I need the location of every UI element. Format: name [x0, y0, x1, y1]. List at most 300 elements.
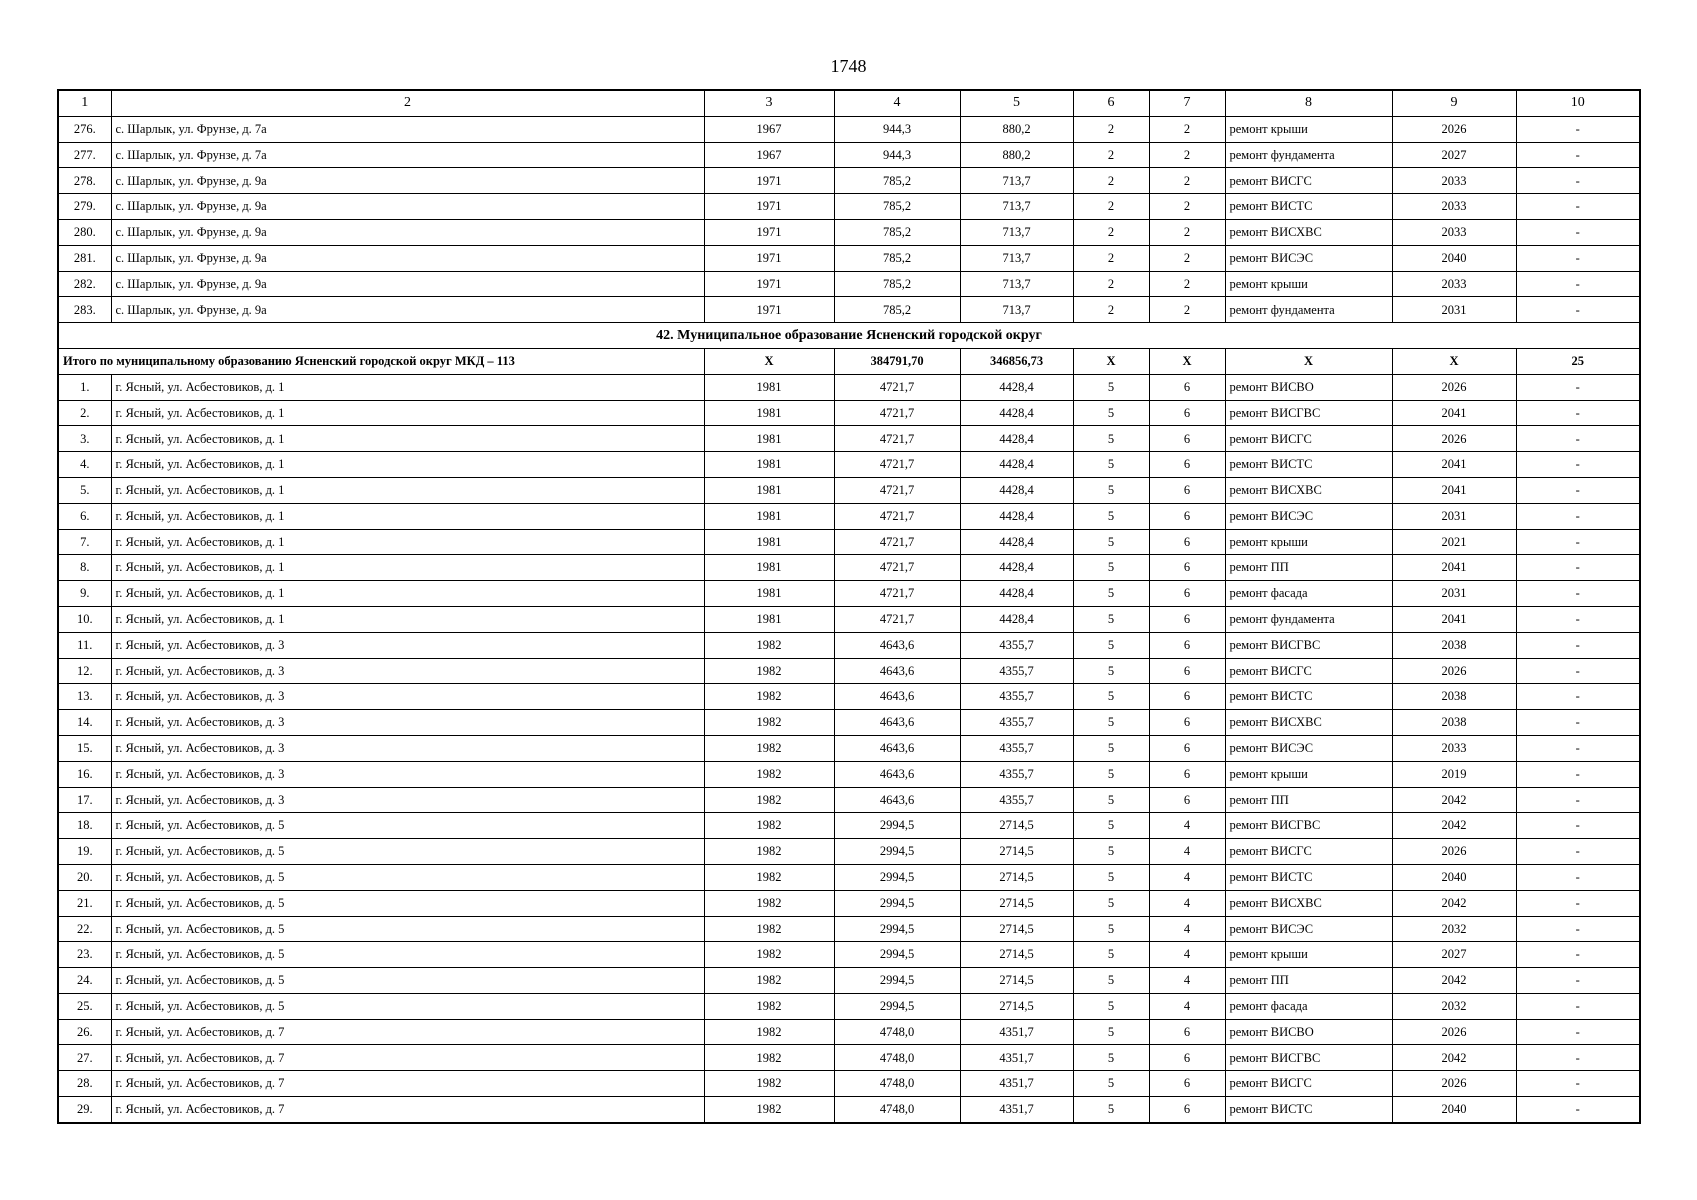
row-number: 1.	[58, 374, 111, 400]
note-cell: -	[1516, 813, 1640, 839]
row-number: 14.	[58, 710, 111, 736]
planned-year-cell: 2038	[1392, 710, 1516, 736]
note-cell: -	[1516, 761, 1640, 787]
table-row	[58, 503, 1640, 529]
note-cell: -	[1516, 168, 1640, 194]
floors-cell: 5	[1073, 839, 1149, 865]
living-area-cell: 4355,7	[960, 684, 1073, 710]
address-cell: г. Ясный, ул. Асбестовиков, д. 1	[111, 606, 704, 632]
planned-year-cell: 2031	[1392, 297, 1516, 323]
entrances-cell: 2	[1149, 297, 1225, 323]
table-row	[58, 555, 1640, 581]
note-cell: -	[1516, 503, 1640, 529]
floors-cell: 2	[1073, 168, 1149, 194]
living-area-cell: 4428,4	[960, 374, 1073, 400]
row-number: 17.	[58, 787, 111, 813]
floors-cell: 5	[1073, 761, 1149, 787]
floors-cell: 2	[1073, 297, 1149, 323]
year-built-cell: 1982	[704, 1097, 834, 1123]
total-area-cell: 4643,6	[834, 787, 960, 813]
note-cell: -	[1516, 400, 1640, 426]
work-type-cell: ремонт ВИСГВС	[1225, 813, 1392, 839]
year-built-cell: 1981	[704, 452, 834, 478]
entrances-cell: 4	[1149, 942, 1225, 968]
floors-cell: 5	[1073, 400, 1149, 426]
planned-year-cell: 2026	[1392, 658, 1516, 684]
living-area-cell: 713,7	[960, 297, 1073, 323]
column-number: 5	[960, 90, 1073, 116]
address-cell: г. Ясный, ул. Асбестовиков, д. 5	[111, 890, 704, 916]
floors-cell: 5	[1073, 452, 1149, 478]
table-row	[58, 1045, 1640, 1071]
row-number: 276.	[58, 116, 111, 142]
address-cell: с. Шарлык, ул. Фрунзе, д. 9а	[111, 219, 704, 245]
total-area-cell: 4721,7	[834, 503, 960, 529]
living-area-cell: 4355,7	[960, 761, 1073, 787]
row-number: 6.	[58, 503, 111, 529]
planned-year-cell: 2026	[1392, 426, 1516, 452]
note-cell: -	[1516, 993, 1640, 1019]
floors-cell: 2	[1073, 219, 1149, 245]
floors-cell: 5	[1073, 684, 1149, 710]
living-area-cell: 4355,7	[960, 710, 1073, 736]
address-cell: г. Ясный, ул. Асбестовиков, д. 3	[111, 735, 704, 761]
entrances-cell: 2	[1149, 245, 1225, 271]
address-cell: г. Ясный, ул. Асбестовиков, д. 3	[111, 787, 704, 813]
planned-year-cell: 2042	[1392, 890, 1516, 916]
total-value-cell: Х	[704, 348, 834, 374]
entrances-cell: 4	[1149, 839, 1225, 865]
total-area-cell: 2994,5	[834, 942, 960, 968]
work-type-cell: ремонт фундамента	[1225, 142, 1392, 168]
work-type-cell: ремонт ВИСХВС	[1225, 219, 1392, 245]
floors-cell: 5	[1073, 1097, 1149, 1123]
living-area-cell: 4351,7	[960, 1045, 1073, 1071]
living-area-cell: 4428,4	[960, 503, 1073, 529]
living-area-cell: 4428,4	[960, 606, 1073, 632]
entrances-cell: 2	[1149, 219, 1225, 245]
table-row	[58, 993, 1640, 1019]
year-built-cell: 1971	[704, 219, 834, 245]
work-type-cell: ремонт ВИСГС	[1225, 658, 1392, 684]
living-area-cell: 4351,7	[960, 1097, 1073, 1123]
year-built-cell: 1967	[704, 116, 834, 142]
living-area-cell: 4428,4	[960, 581, 1073, 607]
entrances-cell: 6	[1149, 684, 1225, 710]
column-number: 9	[1392, 90, 1516, 116]
address-cell: г. Ясный, ул. Асбестовиков, д. 1	[111, 503, 704, 529]
address-cell: с. Шарлык, ул. Фрунзе, д. 7а	[111, 116, 704, 142]
row-number: 11.	[58, 632, 111, 658]
work-type-cell: ремонт ВИСГВС	[1225, 632, 1392, 658]
floors-cell: 5	[1073, 426, 1149, 452]
work-type-cell: ремонт крыши	[1225, 942, 1392, 968]
table-row	[58, 581, 1640, 607]
row-number: 25.	[58, 993, 111, 1019]
living-area-cell: 4428,4	[960, 400, 1073, 426]
table-row	[58, 1097, 1640, 1123]
year-built-cell: 1982	[704, 658, 834, 684]
note-cell: -	[1516, 219, 1640, 245]
entrances-cell: 4	[1149, 968, 1225, 994]
note-cell: -	[1516, 916, 1640, 942]
total-area-cell: 785,2	[834, 168, 960, 194]
living-area-cell: 713,7	[960, 271, 1073, 297]
living-area-cell: 4428,4	[960, 426, 1073, 452]
total-area-cell: 4721,7	[834, 581, 960, 607]
row-number: 16.	[58, 761, 111, 787]
living-area-cell: 4355,7	[960, 632, 1073, 658]
floors-cell: 2	[1073, 116, 1149, 142]
planned-year-cell: 2041	[1392, 555, 1516, 581]
total-label: Итого по муниципальному образованию Ясненский городской округ МКД – 113	[58, 348, 704, 374]
planned-year-cell: 2041	[1392, 477, 1516, 503]
total-area-cell: 2994,5	[834, 916, 960, 942]
row-number: 19.	[58, 839, 111, 865]
table-row	[58, 297, 1640, 323]
address-cell: г. Ясный, ул. Асбестовиков, д. 1	[111, 374, 704, 400]
entrances-cell: 6	[1149, 632, 1225, 658]
planned-year-cell: 2026	[1392, 839, 1516, 865]
work-type-cell: ремонт ВИСГС	[1225, 839, 1392, 865]
table-row	[58, 684, 1640, 710]
row-number: 21.	[58, 890, 111, 916]
address-cell: г. Ясный, ул. Асбестовиков, д. 3	[111, 684, 704, 710]
address-cell: г. Ясный, ул. Асбестовиков, д. 3	[111, 761, 704, 787]
note-cell: -	[1516, 606, 1640, 632]
table-row	[58, 942, 1640, 968]
year-built-cell: 1982	[704, 968, 834, 994]
living-area-cell: 2714,5	[960, 968, 1073, 994]
floors-cell: 5	[1073, 1045, 1149, 1071]
living-area-cell: 4355,7	[960, 658, 1073, 684]
table-row	[58, 813, 1640, 839]
year-built-cell: 1981	[704, 400, 834, 426]
total-area-cell: 944,3	[834, 142, 960, 168]
address-cell: с. Шарлык, ул. Фрунзе, д. 9а	[111, 271, 704, 297]
total-value-cell: Х	[1073, 348, 1149, 374]
table-row	[58, 658, 1640, 684]
row-number: 28.	[58, 1071, 111, 1097]
note-cell: -	[1516, 787, 1640, 813]
year-built-cell: 1981	[704, 555, 834, 581]
table-row	[58, 116, 1640, 142]
column-number: 1	[58, 90, 111, 116]
table-row	[58, 787, 1640, 813]
table-row	[58, 890, 1640, 916]
row-number: 4.	[58, 452, 111, 478]
entrances-cell: 6	[1149, 1019, 1225, 1045]
planned-year-cell: 2026	[1392, 1071, 1516, 1097]
total-area-cell: 785,2	[834, 219, 960, 245]
note-cell: -	[1516, 374, 1640, 400]
year-built-cell: 1982	[704, 813, 834, 839]
note-cell: -	[1516, 1045, 1640, 1071]
floors-cell: 5	[1073, 916, 1149, 942]
column-number: 4	[834, 90, 960, 116]
planned-year-cell: 2041	[1392, 452, 1516, 478]
year-built-cell: 1982	[704, 1019, 834, 1045]
address-cell: г. Ясный, ул. Асбестовиков, д. 3	[111, 632, 704, 658]
address-cell: г. Ясный, ул. Асбестовиков, д. 7	[111, 1045, 704, 1071]
total-area-cell: 4643,6	[834, 735, 960, 761]
floors-cell: 5	[1073, 529, 1149, 555]
work-type-cell: ремонт крыши	[1225, 529, 1392, 555]
total-area-cell: 4721,7	[834, 452, 960, 478]
entrances-cell: 6	[1149, 555, 1225, 581]
row-number: 24.	[58, 968, 111, 994]
row-number: 10.	[58, 606, 111, 632]
planned-year-cell: 2021	[1392, 529, 1516, 555]
row-number: 283.	[58, 297, 111, 323]
entrances-cell: 6	[1149, 606, 1225, 632]
total-area-cell: 785,2	[834, 194, 960, 220]
entrances-cell: 2	[1149, 168, 1225, 194]
row-number: 5.	[58, 477, 111, 503]
table-row	[58, 219, 1640, 245]
planned-year-cell: 2027	[1392, 142, 1516, 168]
year-built-cell: 1981	[704, 606, 834, 632]
address-cell: г. Ясный, ул. Асбестовиков, д. 5	[111, 993, 704, 1019]
work-type-cell: ремонт ВИСЭС	[1225, 916, 1392, 942]
floors-cell: 5	[1073, 658, 1149, 684]
column-number-row	[58, 90, 1640, 116]
work-type-cell: ремонт фасада	[1225, 993, 1392, 1019]
year-built-cell: 1971	[704, 297, 834, 323]
year-built-cell: 1981	[704, 529, 834, 555]
column-number: 7	[1149, 90, 1225, 116]
total-area-cell: 785,2	[834, 245, 960, 271]
entrances-cell: 4	[1149, 864, 1225, 890]
work-type-cell: ремонт ВИСГВС	[1225, 400, 1392, 426]
year-built-cell: 1981	[704, 426, 834, 452]
address-cell: г. Ясный, ул. Асбестовиков, д. 1	[111, 426, 704, 452]
entrances-cell: 4	[1149, 813, 1225, 839]
work-type-cell: ремонт ВИСТС	[1225, 1097, 1392, 1123]
work-type-cell: ремонт ВИСГС	[1225, 1071, 1392, 1097]
address-cell: г. Ясный, ул. Асбестовиков, д. 1	[111, 581, 704, 607]
address-cell: с. Шарлык, ул. Фрунзе, д. 9а	[111, 297, 704, 323]
work-type-cell: ремонт ВИСГС	[1225, 426, 1392, 452]
total-area-cell: 4721,7	[834, 606, 960, 632]
planned-year-cell: 2033	[1392, 735, 1516, 761]
planned-year-cell: 2032	[1392, 993, 1516, 1019]
row-number: 7.	[58, 529, 111, 555]
floors-cell: 5	[1073, 581, 1149, 607]
table-row	[58, 194, 1640, 220]
note-cell: -	[1516, 245, 1640, 271]
living-area-cell: 2714,5	[960, 916, 1073, 942]
entrances-cell: 6	[1149, 477, 1225, 503]
living-area-cell: 880,2	[960, 142, 1073, 168]
total-area-cell: 4643,6	[834, 632, 960, 658]
floors-cell: 5	[1073, 993, 1149, 1019]
note-cell: -	[1516, 194, 1640, 220]
living-area-cell: 713,7	[960, 219, 1073, 245]
work-type-cell: ремонт ВИСТС	[1225, 452, 1392, 478]
planned-year-cell: 2031	[1392, 503, 1516, 529]
note-cell: -	[1516, 529, 1640, 555]
total-row	[58, 348, 1640, 374]
address-cell: г. Ясный, ул. Асбестовиков, д. 1	[111, 555, 704, 581]
note-cell: -	[1516, 968, 1640, 994]
year-built-cell: 1971	[704, 271, 834, 297]
entrances-cell: 6	[1149, 658, 1225, 684]
table-row	[58, 916, 1640, 942]
row-number: 22.	[58, 916, 111, 942]
living-area-cell: 713,7	[960, 194, 1073, 220]
living-area-cell: 713,7	[960, 245, 1073, 271]
living-area-cell: 713,7	[960, 168, 1073, 194]
year-built-cell: 1982	[704, 864, 834, 890]
planned-year-cell: 2026	[1392, 374, 1516, 400]
year-built-cell: 1982	[704, 839, 834, 865]
floors-cell: 5	[1073, 632, 1149, 658]
floors-cell: 2	[1073, 245, 1149, 271]
year-built-cell: 1982	[704, 632, 834, 658]
living-area-cell: 4355,7	[960, 787, 1073, 813]
table-row	[58, 452, 1640, 478]
total-area-cell: 2994,5	[834, 993, 960, 1019]
table-row	[58, 400, 1640, 426]
total-area-cell: 2994,5	[834, 864, 960, 890]
total-area-cell: 2994,5	[834, 968, 960, 994]
entrances-cell: 6	[1149, 1097, 1225, 1123]
note-cell: -	[1516, 555, 1640, 581]
note-cell: -	[1516, 1019, 1640, 1045]
total-area-cell: 4721,7	[834, 529, 960, 555]
planned-year-cell: 2038	[1392, 684, 1516, 710]
year-built-cell: 1982	[704, 1071, 834, 1097]
total-area-cell: 2994,5	[834, 839, 960, 865]
note-cell: -	[1516, 839, 1640, 865]
row-number: 277.	[58, 142, 111, 168]
year-built-cell: 1982	[704, 684, 834, 710]
work-type-cell: ремонт фундамента	[1225, 606, 1392, 632]
work-type-cell: ремонт крыши	[1225, 116, 1392, 142]
planned-year-cell: 2031	[1392, 581, 1516, 607]
floors-cell: 5	[1073, 555, 1149, 581]
address-cell: г. Ясный, ул. Асбестовиков, д. 3	[111, 710, 704, 736]
floors-cell: 5	[1073, 710, 1149, 736]
address-cell: г. Ясный, ул. Асбестовиков, д. 7	[111, 1019, 704, 1045]
table-row	[58, 168, 1640, 194]
note-cell: -	[1516, 942, 1640, 968]
address-cell: г. Ясный, ул. Асбестовиков, д. 5	[111, 916, 704, 942]
work-type-cell: ремонт крыши	[1225, 761, 1392, 787]
work-type-cell: ремонт ВИСТС	[1225, 194, 1392, 220]
entrances-cell: 2	[1149, 194, 1225, 220]
entrances-cell: 6	[1149, 452, 1225, 478]
note-cell: -	[1516, 452, 1640, 478]
living-area-cell: 2714,5	[960, 864, 1073, 890]
table-row	[58, 142, 1640, 168]
table-row	[58, 632, 1640, 658]
floors-cell: 5	[1073, 787, 1149, 813]
note-cell: -	[1516, 116, 1640, 142]
table-row	[58, 477, 1640, 503]
work-type-cell: ремонт ВИСЭС	[1225, 503, 1392, 529]
note-cell: -	[1516, 710, 1640, 736]
entrances-cell: 6	[1149, 374, 1225, 400]
floors-cell: 5	[1073, 890, 1149, 916]
table-row	[58, 839, 1640, 865]
work-type-cell: ремонт фундамента	[1225, 297, 1392, 323]
entrances-cell: 2	[1149, 271, 1225, 297]
note-cell: -	[1516, 426, 1640, 452]
entrances-cell: 6	[1149, 735, 1225, 761]
note-cell: -	[1516, 271, 1640, 297]
living-area-cell: 2714,5	[960, 993, 1073, 1019]
column-number: 10	[1516, 90, 1640, 116]
note-cell: -	[1516, 890, 1640, 916]
total-area-cell: 4748,0	[834, 1097, 960, 1123]
address-cell: г. Ясный, ул. Асбестовиков, д. 1	[111, 452, 704, 478]
table-row	[58, 710, 1640, 736]
planned-year-cell: 2042	[1392, 813, 1516, 839]
floors-cell: 5	[1073, 374, 1149, 400]
entrances-cell: 6	[1149, 581, 1225, 607]
year-built-cell: 1982	[704, 890, 834, 916]
entrances-cell: 6	[1149, 503, 1225, 529]
year-built-cell: 1982	[704, 1045, 834, 1071]
year-built-cell: 1981	[704, 581, 834, 607]
planned-year-cell: 2040	[1392, 245, 1516, 271]
address-cell: г. Ясный, ул. Асбестовиков, д. 5	[111, 813, 704, 839]
note-cell: -	[1516, 1097, 1640, 1123]
work-type-cell: ремонт ВИСВО	[1225, 1019, 1392, 1045]
living-area-cell: 880,2	[960, 116, 1073, 142]
table-row	[58, 529, 1640, 555]
floors-cell: 5	[1073, 1019, 1149, 1045]
column-number: 3	[704, 90, 834, 116]
table-body	[58, 90, 1640, 1123]
note-cell: -	[1516, 142, 1640, 168]
page-number: 1748	[830, 56, 867, 76]
entrances-cell: 4	[1149, 916, 1225, 942]
year-built-cell: 1981	[704, 477, 834, 503]
table-row	[58, 761, 1640, 787]
work-type-cell: ремонт ПП	[1225, 968, 1392, 994]
work-type-cell: ремонт ВИСВО	[1225, 374, 1392, 400]
note-cell: -	[1516, 684, 1640, 710]
total-area-cell: 4748,0	[834, 1071, 960, 1097]
year-built-cell: 1982	[704, 916, 834, 942]
row-number: 20.	[58, 864, 111, 890]
year-built-cell: 1982	[704, 735, 834, 761]
note-cell: -	[1516, 1071, 1640, 1097]
total-value-cell: Х	[1149, 348, 1225, 374]
table-row	[58, 1071, 1640, 1097]
table-row	[58, 245, 1640, 271]
living-area-cell: 2714,5	[960, 813, 1073, 839]
floors-cell: 2	[1073, 142, 1149, 168]
floors-cell: 5	[1073, 968, 1149, 994]
total-area-cell: 4721,7	[834, 400, 960, 426]
entrances-cell: 6	[1149, 1045, 1225, 1071]
row-number: 8.	[58, 555, 111, 581]
year-built-cell: 1971	[704, 168, 834, 194]
work-type-cell: ремонт ВИСХВС	[1225, 477, 1392, 503]
note-cell: -	[1516, 581, 1640, 607]
total-value-cell: Х	[1225, 348, 1392, 374]
total-area-cell: 4748,0	[834, 1045, 960, 1071]
work-type-cell: ремонт ВИСЭС	[1225, 245, 1392, 271]
work-type-cell: ремонт ВИСГС	[1225, 168, 1392, 194]
floors-cell: 5	[1073, 1071, 1149, 1097]
address-cell: г. Ясный, ул. Асбестовиков, д. 1	[111, 477, 704, 503]
total-value-cell: 384791,70	[834, 348, 960, 374]
